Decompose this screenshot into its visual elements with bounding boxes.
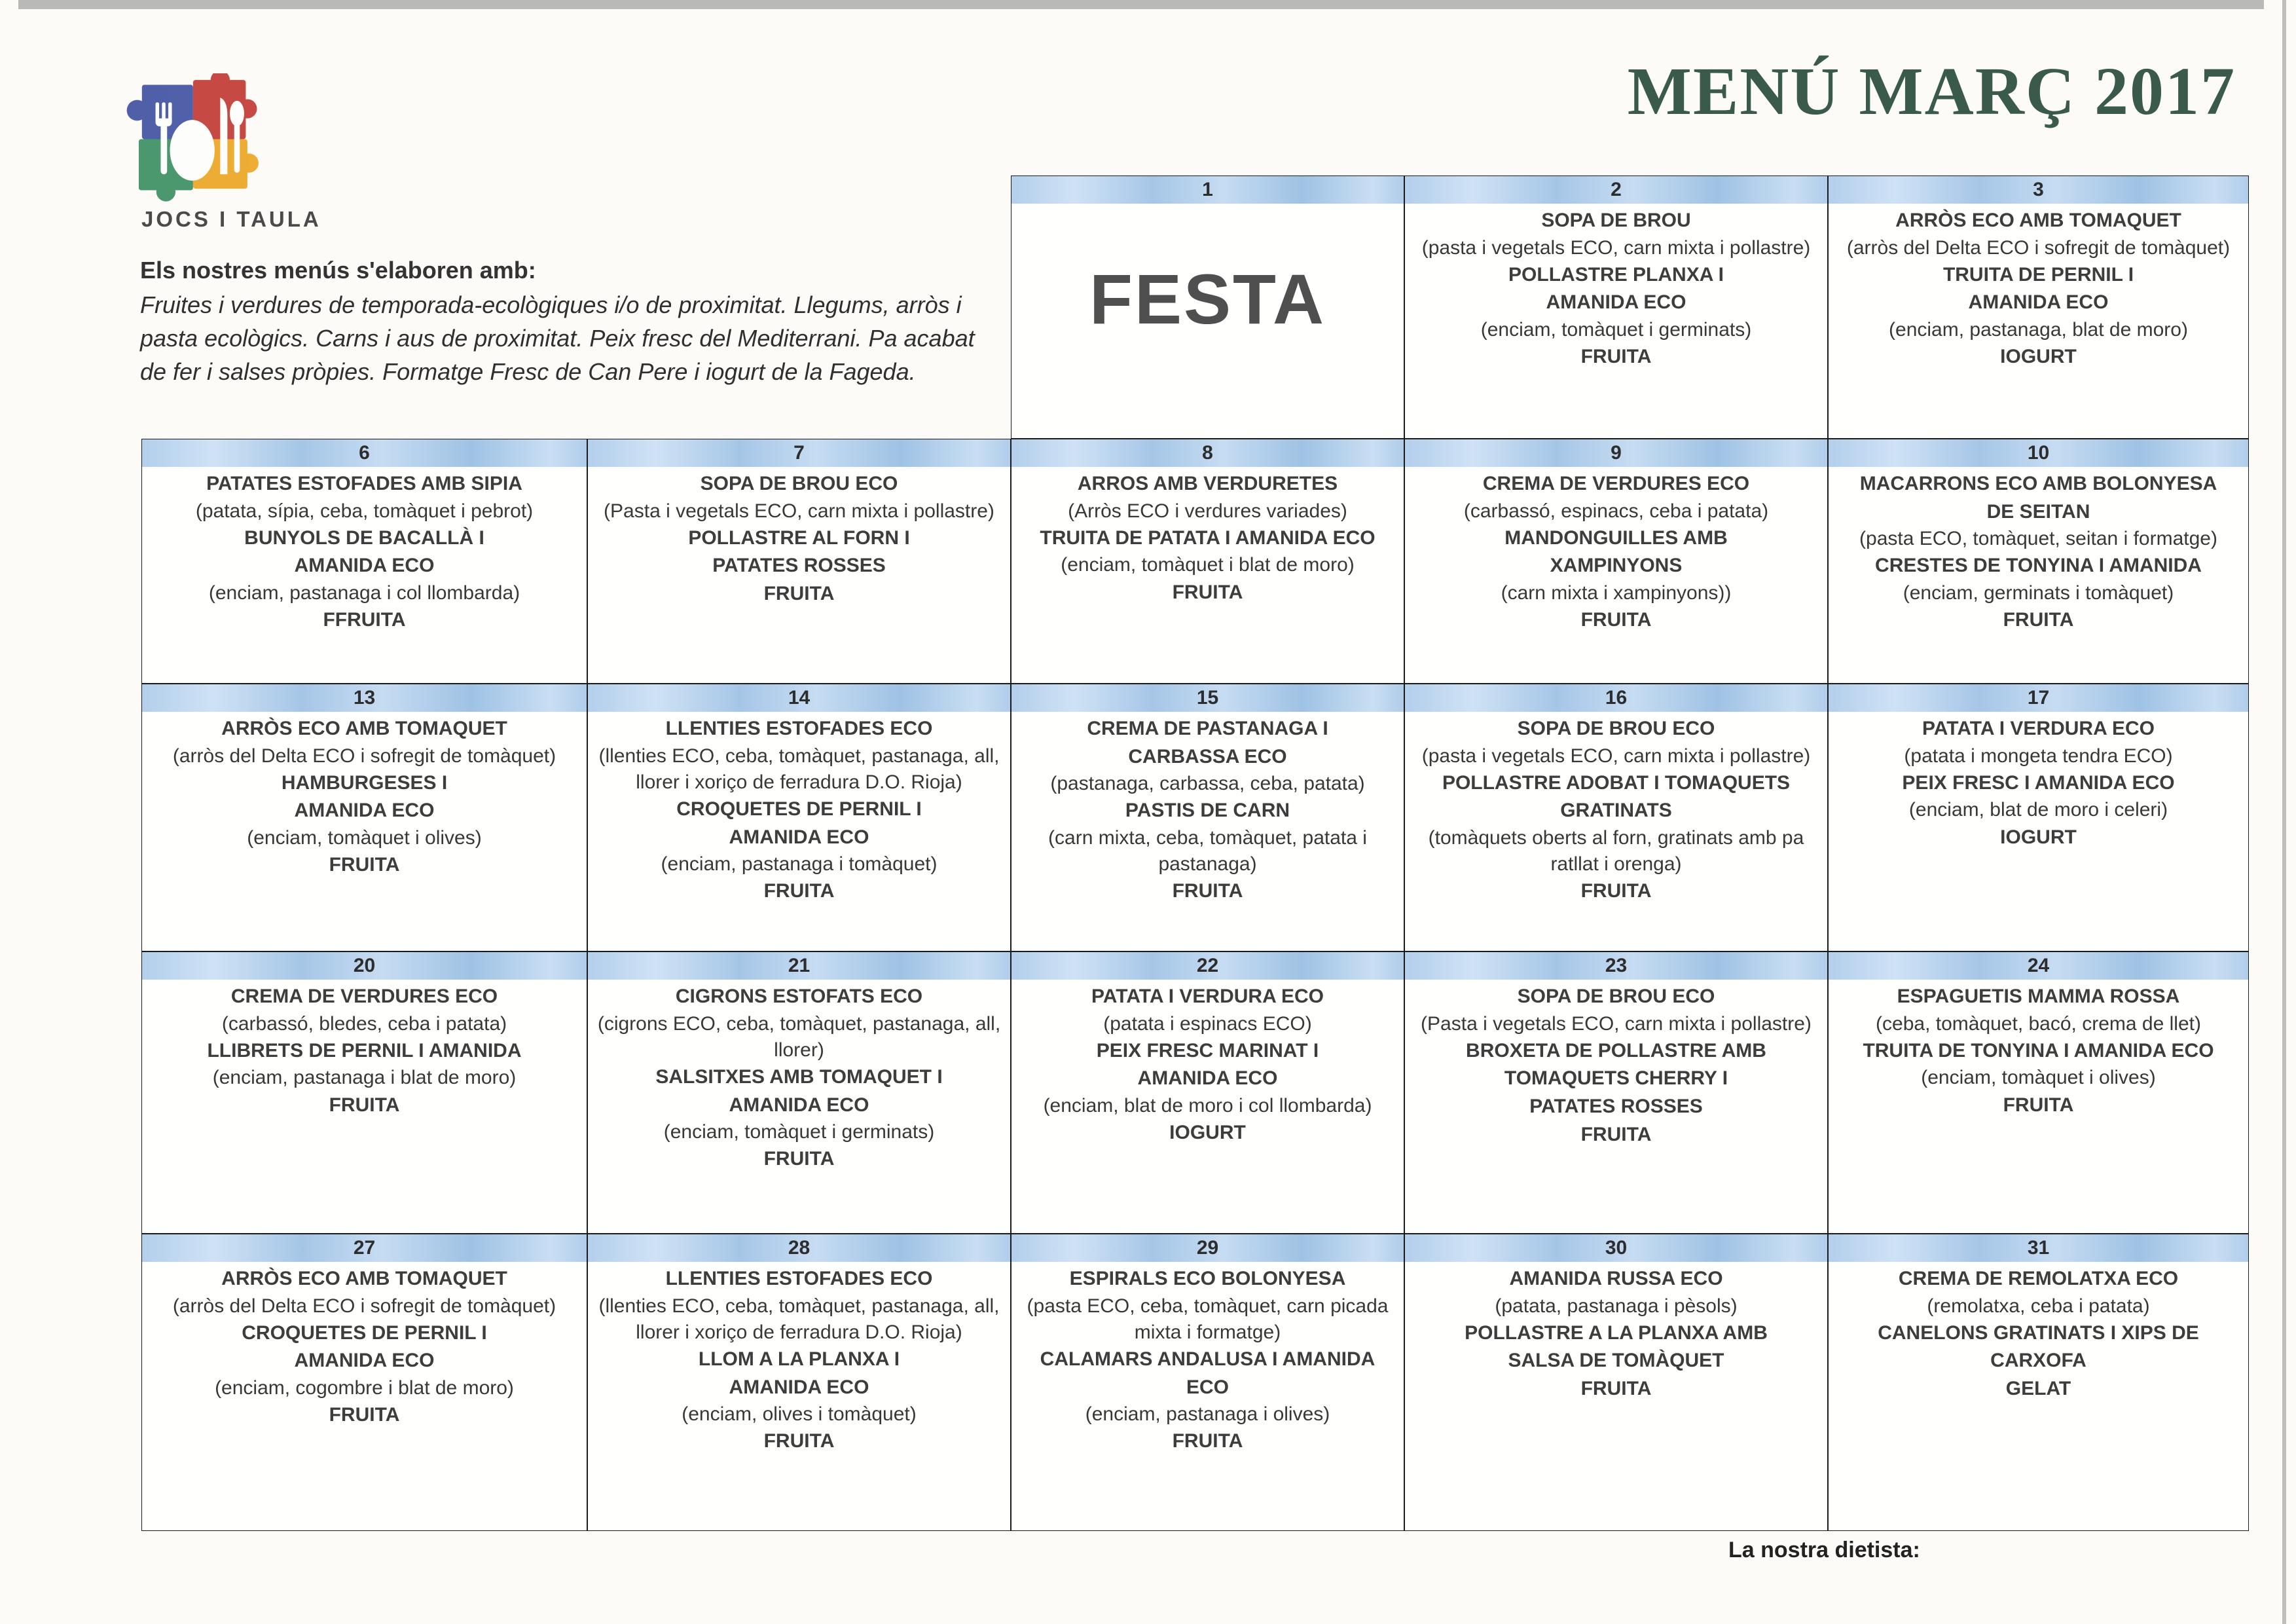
day-strip <box>1011 176 1404 204</box>
menu-dish-line: TRUITA DE PATATA I AMANIDA ECO <box>1040 526 1376 549</box>
day-strip <box>1011 1234 1404 1262</box>
menu-ingredients-line: (ceba, tomàquet, bacó, crema de llet) <box>1876 1012 2201 1035</box>
menu-calendar <box>141 175 2249 1531</box>
menu-ingredients-line: (patata i espinacs ECO) <box>1103 1012 1312 1035</box>
menu-dish-line: AMANIDA ECO <box>729 1094 869 1116</box>
menu-ingredients-line: (llenties ECO, ceba, tomàquet, pastanaga, all, llorer i xoriço de ferradura D.O. Rioja) <box>598 1295 1000 1343</box>
menu-ingredients-line: (carn mixta i xampinyons)) <box>1501 581 1732 604</box>
menu-ingredients-line: (pasta ECO, tomàquet, seitan i formatge) <box>1859 528 2217 550</box>
day-cell-21 <box>587 951 1011 1234</box>
day-number: 21 <box>788 955 811 976</box>
menu-dish-line: FFRUITA <box>323 609 406 631</box>
day-menu <box>588 467 1010 683</box>
menu-ingredients-line: (enciam, pastanaga i blat de moro) <box>212 1067 517 1089</box>
day-strip <box>1405 1234 1827 1262</box>
day-number: 14 <box>788 687 811 709</box>
menu-dish-line: CIGRONS ESTOFATS ECO <box>675 986 923 1007</box>
menu-dish-line: CARXOFA <box>1990 1350 2086 1372</box>
menu-dish-line: ESPAGUETIS MAMMA ROSSA <box>1897 986 2180 1007</box>
menu-dish-line: SOPA DE BROU ECO <box>1517 718 1715 739</box>
day-menu <box>142 1262 587 1530</box>
menu-dish-line: CROQUETES DE PERNIL I <box>676 798 922 820</box>
menu-dish-line: PEIX FRESC MARINAT I <box>1096 1039 1319 1061</box>
day-number: 31 <box>2027 1237 2050 1259</box>
day-cell-6 <box>141 439 587 684</box>
day-number: 22 <box>1196 955 1219 976</box>
menu-ingredients-line: (enciam, cogombre i blat de moro) <box>215 1376 514 1399</box>
menu-dish-line: ECO <box>1186 1376 1229 1398</box>
day-number: 2 <box>1611 179 1622 200</box>
menu-dish-line: MANDONGUILLES AMB <box>1504 526 1728 549</box>
menu-dish-line: GELAT <box>2005 1377 2071 1399</box>
menu-dish-line: SALSITXES AMB TOMAQUET I <box>655 1065 943 1088</box>
menu-dish-line: CREMA DE REMOLATXA ECO <box>1898 1268 2179 1289</box>
day-number: 9 <box>1611 442 1622 464</box>
menu-ingredients-line: (enciam, pastanaga i col llombarda) <box>208 581 520 604</box>
menu-dish-line: FRUITA <box>763 1430 835 1452</box>
day-number: 7 <box>793 442 805 464</box>
intro-body: Fruites i verdures de temporada-ecològiques i/o de proximitat. Llegums, arròs i pasta ecològics. Carns i aus de proximitat. Peix fresc del Mediterrani. Pa acabat de fer i salses pròpies. Formatge Fresc de Can Pere i iogurt de la Fageda. <box>140 291 975 386</box>
day-cell-29 <box>1011 1234 1404 1531</box>
day-number: 20 <box>353 955 376 976</box>
day-menu <box>1405 712 1827 951</box>
day-number: 30 <box>1605 1237 1628 1259</box>
intro-heading: Els nostres menús s'elaboren amb: <box>140 257 536 284</box>
day-menu <box>1829 204 2248 438</box>
menu-dish-line: FRUITA <box>329 1404 400 1426</box>
menu-ingredients-line: (pastanaga, carbassa, ceba, patata) <box>1050 773 1365 795</box>
day-number: 3 <box>2033 179 2044 200</box>
day-cell-14 <box>587 684 1011 951</box>
menu-ingredients-line: (arròs del Delta ECO i sofregit de tomàquet) <box>172 745 556 767</box>
menu-dish-line: FRUITA <box>2003 1094 2074 1116</box>
menu-dish-line: FRUITA <box>1172 1430 1243 1452</box>
menu-dish-line: PASTIS DE CARN <box>1125 800 1290 822</box>
day-menu <box>1405 204 1827 438</box>
menu-ingredients-line: (llenties ECO, ceba, tomàquet, pastanaga, all, llorer i xoriço de ferradura D.O. Rioja) <box>598 745 1000 793</box>
day-cell-22 <box>1011 951 1404 1234</box>
day-strip <box>1829 684 2248 712</box>
day-strip <box>1829 952 2248 980</box>
menu-ingredients-line: (carbassó, bledes, ceba i patata) <box>221 1012 507 1035</box>
menu-dish-line: TOMAQUETS CHERRY I <box>1504 1067 1728 1090</box>
day-number: 10 <box>2027 442 2050 464</box>
menu-ingredients-line: (tomàquets oberts al forn, gratinats amb pa ratllat i orenga) <box>1428 826 1804 876</box>
day-strip <box>142 439 587 467</box>
menu-dish-line: PEIX FRESC I AMANIDA ECO <box>1902 771 2175 794</box>
day-cell-8 <box>1011 439 1404 684</box>
menu-dish-line: CRESTES DE TONYINA I AMANIDA <box>1875 555 2202 577</box>
menu-dish-line: PATATES ESTOFADES AMB SIPIA <box>206 473 522 494</box>
menu-dish-line: SOPA DE BROU ECO <box>700 473 898 494</box>
day-menu <box>1011 1262 1404 1530</box>
day-menu <box>588 1262 1010 1530</box>
menu-ingredients-line: (enciam, blat de moro i celeri) <box>1908 799 2168 821</box>
menu-ingredients-line: (patata i mongeta tendra ECO) <box>1904 745 2173 767</box>
menu-dish-line: PATATES ROSSES <box>1529 1095 1703 1117</box>
menu-dish-line: POLLASTRE AL FORN I <box>688 526 910 549</box>
menu-dish-line: PATATES ROSSES <box>712 555 886 577</box>
menu-ingredients-line: (pasta ECO, ceba, tomàquet, carn picada mixta i formatge) <box>1027 1295 1389 1343</box>
logo-caption: JOCS I TAULA <box>141 207 321 231</box>
menu-dish-line: SOPA DE BROU <box>1541 210 1691 231</box>
day-number: 29 <box>1196 1237 1219 1259</box>
day-strip <box>588 439 1010 467</box>
day-cell-2 <box>1404 175 1828 439</box>
day-number: 13 <box>353 687 376 709</box>
day-menu <box>1011 204 1404 438</box>
menu-dish-line: AMANIDA ECO <box>1137 1067 1278 1090</box>
menu-dish-line: SOPA DE BROU ECO <box>1517 986 1715 1007</box>
menu-dish-line: PATATA I VERDURA ECO <box>1091 986 1324 1007</box>
menu-ingredients-line: (enciam, tomàquet i olives) <box>1921 1067 2156 1089</box>
menu-ingredients-line: (enciam, tomàquet i germinats) <box>1480 318 1752 341</box>
menu-ingredients-line: (patata, pastanaga i pèsols) <box>1495 1295 1738 1317</box>
menu-dish-line: FRUITA <box>1580 880 1652 902</box>
menu-dish-line: AMANIDA ECO <box>1546 291 1686 314</box>
day-strip <box>1405 439 1827 467</box>
day-menu <box>1405 1262 1827 1530</box>
day-strip <box>1011 952 1404 980</box>
menu-ingredients-line: (enciam, blat de moro i col llombarda) <box>1043 1094 1372 1116</box>
menu-ingredients-line: (Pasta i vegetals ECO, carn mixta i pollastre) <box>604 500 994 522</box>
day-cell-24 <box>1828 951 2249 1234</box>
day-number: 27 <box>353 1237 376 1259</box>
day-menu <box>1829 980 2248 1233</box>
scan-artifact-top <box>18 0 2264 9</box>
day-menu <box>1405 980 1827 1233</box>
day-menu <box>1829 1262 2248 1530</box>
day-number: 28 <box>788 1237 811 1259</box>
menu-dish-line: IOGURT <box>2000 346 2077 368</box>
day-cell-30 <box>1404 1234 1828 1531</box>
menu-dish-line: FRUITA <box>2003 609 2074 631</box>
menu-dish-line: GRATINATS <box>1560 800 1672 822</box>
day-cell-23 <box>1404 951 1828 1234</box>
day-cell-31 <box>1828 1234 2249 1531</box>
menu-dish-line: POLLASTRE ADOBAT I TOMAQUETS <box>1442 771 1791 794</box>
menu-dish-line: BUNYOLS DE BACALLÀ I <box>244 526 484 549</box>
day-strip <box>142 684 587 712</box>
menu-ingredients-line: (enciam, pastanaga i olives) <box>1085 1403 1330 1426</box>
day-menu <box>1011 712 1404 951</box>
day-cell-9 <box>1404 439 1828 684</box>
menu-ingredients-line: (Pasta i vegetals ECO, carn mixta i pollastre) <box>1421 1012 1812 1035</box>
day-strip <box>1011 684 1404 712</box>
menu-ingredients-line: (pasta i vegetals ECO, carn mixta i pollastre) <box>1421 745 1811 767</box>
day-number: 24 <box>2027 955 2050 976</box>
day-menu <box>588 980 1010 1233</box>
day-menu <box>1011 980 1404 1233</box>
menu-ingredients-line: (enciam, tomàquet i blat de moro) <box>1061 554 1355 576</box>
menu-dish-line: DE SEITAN <box>1986 500 2090 523</box>
menu-dish-line: IOGURT <box>2000 826 2077 848</box>
menu-ingredients-line: (cigrons ECO, ceba, tomàquet, pastanaga, all, llorer) <box>597 1012 1001 1061</box>
day-strip <box>588 1234 1010 1262</box>
menu-dish-line: FRUITA <box>763 582 835 604</box>
menu-dish-line: FRUITA <box>763 1148 835 1170</box>
menu-ingredients-line: (enciam, pastanaga, blat de moro) <box>1889 318 2188 341</box>
day-number: 15 <box>1196 687 1219 709</box>
menu-dish-line: POLLASTRE PLANXA I <box>1508 263 1724 286</box>
menu-dish-line: FRUITA <box>763 880 835 902</box>
menu-dish-line: HAMBURGESES I <box>281 771 448 794</box>
menu-dish-line: AMANIDA RUSSA ECO <box>1509 1268 1723 1289</box>
menu-dish-line: CREMA DE PASTANAGA I <box>1087 718 1328 739</box>
menu-dish-line: CARBASSA ECO <box>1128 745 1287 767</box>
day-cell-28 <box>587 1234 1011 1531</box>
menu-ingredients-line: (arròs del Delta ECO i sofregit de tomàquet) <box>172 1295 556 1317</box>
menu-ingredients-line: (enciam, tomàquet i germinats) <box>663 1121 935 1143</box>
day-cell-20 <box>141 951 587 1234</box>
day-cell-1 <box>1011 175 1404 439</box>
day-strip <box>588 684 1010 712</box>
menu-dish-line: AMANIDA ECO <box>294 1350 435 1372</box>
menu-dish-line: FRUITA <box>1580 346 1652 368</box>
day-menu <box>1405 467 1827 683</box>
menu-dish-line: ARROS AMB VERDURETES <box>1077 473 1338 494</box>
day-cell-3 <box>1828 175 2249 439</box>
menu-dish-line: BROXETA DE POLLASTRE AMB <box>1466 1039 1766 1061</box>
day-strip <box>1405 684 1827 712</box>
day-strip <box>1405 176 1827 204</box>
day-strip <box>1405 952 1827 980</box>
menu-ingredients-line: (remolatxa, ceba i patata) <box>1927 1295 2150 1317</box>
day-number: 23 <box>1605 955 1628 976</box>
menu-dish-line: AMANIDA ECO <box>729 1376 869 1398</box>
menu-dish-line: FRUITA <box>1580 609 1652 631</box>
menu-dish-line: CREMA DE VERDURES ECO <box>230 986 498 1007</box>
day-strip <box>142 1234 587 1262</box>
day-cell-13 <box>141 684 587 951</box>
menu-ingredients-line: (enciam, pastanaga i tomàquet) <box>661 853 938 876</box>
menu-dish-line: PATATA I VERDURA ECO <box>1922 718 2155 739</box>
day-strip <box>588 952 1010 980</box>
menu-dish-line: CANELONS GRATINATS I XIPS DE <box>1878 1321 2199 1344</box>
page-title: MENÚ MARÇ 2017 <box>1627 54 2236 129</box>
menu-ingredients-line: (carbassó, espinacs, ceba i patata) <box>1463 500 1769 522</box>
day-menu <box>142 467 587 683</box>
day-number: 8 <box>1202 442 1213 464</box>
menu-dish-line: XAMPINYONS <box>1550 555 1683 577</box>
menu-dish-line: AMANIDA ECO <box>729 826 869 848</box>
menu-dish-line: LLENTIES ESTOFADES ECO <box>665 1268 933 1289</box>
menu-dish-line: CREMA DE VERDURES ECO <box>1482 473 1750 494</box>
menu-dish-line: TRUITA DE PERNIL I <box>1942 263 2134 286</box>
day-cell-7 <box>587 439 1011 684</box>
day-cell-16 <box>1404 684 1828 951</box>
day-strip <box>1829 176 2248 204</box>
menu-dish-line: CALAMARS ANDALUSA I AMANIDA <box>1040 1348 1376 1370</box>
menu-dish-line: FRUITA <box>1580 1123 1652 1145</box>
menu-ingredients-line: (enciam, olives i tomàquet) <box>682 1403 917 1426</box>
day-menu <box>142 712 587 951</box>
day-number: 16 <box>1605 687 1628 709</box>
day-number: 6 <box>359 442 370 464</box>
menu-ingredients-line: (patata, sípia, ceba, tomàquet i pebrot) <box>195 500 534 522</box>
menu-dish-line: FRUITA <box>329 1094 400 1116</box>
menu-dish-line: AMANIDA ECO <box>1968 291 2109 314</box>
day-number: 1 <box>1202 179 1213 200</box>
day-cell-17 <box>1828 684 2249 951</box>
menu-dish-line: AMANIDA ECO <box>294 555 435 577</box>
menu-dish-line: ARRÒS ECO AMB TOMAQUET <box>1895 210 2181 231</box>
menu-ingredients-line: (arròs del Delta ECO i sofregit de tomàquet) <box>1846 236 2231 259</box>
menu-dish-line: ARRÒS ECO AMB TOMAQUET <box>221 718 507 739</box>
menu-dish-line: CROQUETES DE PERNIL I <box>242 1321 487 1344</box>
menu-dish-line: LLOM A LA PLANXA I <box>698 1348 900 1370</box>
dietitian-label: La nostra dietista: <box>1728 1538 1920 1562</box>
day-menu <box>1011 467 1404 683</box>
menu-dish-line: POLLASTRE A LA PLANXA AMB <box>1465 1321 1768 1344</box>
menu-dish-line: MACARRONS ECO AMB BOLONYESA <box>1859 473 2217 494</box>
menu-ingredients-line: (Arròs ECO i verdures variades) <box>1068 500 1347 522</box>
day-cell-15 <box>1011 684 1404 951</box>
day-strip <box>1829 439 2248 467</box>
day-strip <box>1829 1234 2248 1262</box>
menu-dish-line: FRUITA <box>1580 1377 1652 1399</box>
menu-dish-line: TRUITA DE TONYINA I AMANIDA ECO <box>1863 1039 2214 1061</box>
festa-label: FESTA <box>1089 259 1326 339</box>
menu-dish-line: LLENTIES ESTOFADES ECO <box>665 718 933 739</box>
menu-dish-line: ESPIRALS ECO BOLONYESA <box>1069 1268 1346 1289</box>
day-menu <box>1829 467 2248 683</box>
menu-ingredients-line: (enciam, germinats i tomàquet) <box>1903 581 2174 604</box>
day-number: 17 <box>2027 687 2050 709</box>
menu-ingredients-line: (pasta i vegetals ECO, carn mixta i pollastre) <box>1421 236 1811 259</box>
menu-dish-line: AMANIDA ECO <box>294 800 435 822</box>
menu-dish-line: ARRÒS ECO AMB TOMAQUET <box>221 1268 507 1289</box>
day-menu <box>588 712 1010 951</box>
menu-dish-line: FRUITA <box>1172 880 1243 902</box>
day-cell-10 <box>1828 439 2249 684</box>
menu-dish-line: IOGURT <box>1169 1122 1246 1144</box>
menu-dish-line: FRUITA <box>329 854 400 876</box>
day-menu <box>142 980 587 1233</box>
day-cell-27 <box>141 1234 587 1531</box>
menu-dish-line: FRUITA <box>1172 581 1243 603</box>
scan-artifact-right-edge <box>2282 0 2286 1624</box>
menu-ingredients-line: (carn mixta, ceba, tomàquet, patata i pastanaga) <box>1048 826 1367 876</box>
menu-dish-line: LLIBRETS DE PERNIL I AMANIDA <box>207 1039 522 1061</box>
menu-dish-line: SALSA DE TOMÀQUET <box>1508 1350 1724 1372</box>
menu-ingredients-line: (enciam, tomàquet i olives) <box>247 826 482 849</box>
day-strip <box>1011 439 1404 467</box>
day-strip <box>142 952 587 980</box>
day-menu <box>1829 712 2248 951</box>
